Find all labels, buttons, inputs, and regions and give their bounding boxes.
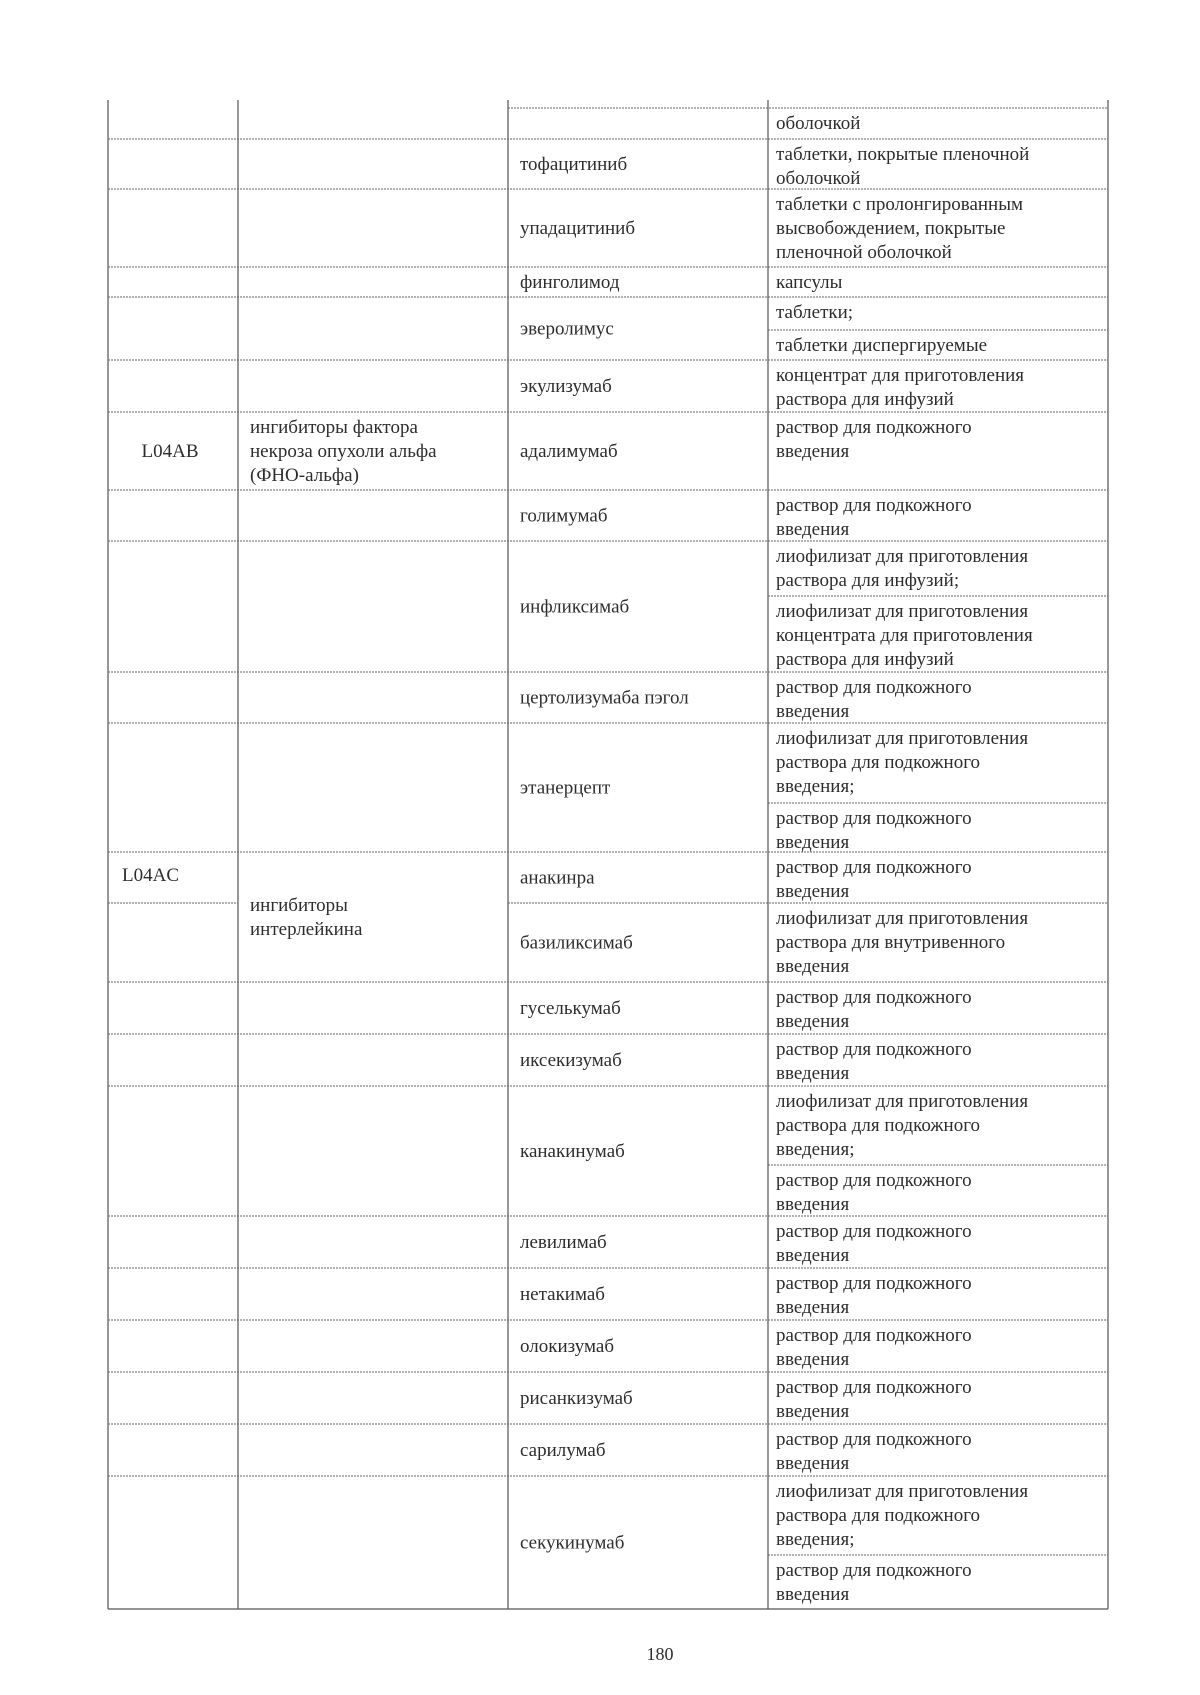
page-number: 180 (646, 1644, 674, 1664)
group-name: интерлейкина (250, 919, 363, 940)
drug-name: базиликсимаб (520, 932, 633, 954)
dosage-form: раствор для подкожного (776, 1170, 972, 1191)
dosage-form: введения (776, 1453, 850, 1474)
dosage-form: раствора для инфузий; (776, 570, 960, 591)
drug-name: адалимумаб (520, 441, 618, 462)
dosage-form: лиофилизат для приготовления (776, 1091, 1029, 1112)
dosage-form: введения (776, 1401, 850, 1422)
dosage-form: раствор для подкожного (776, 1429, 972, 1450)
dosage-form: введения (776, 956, 850, 977)
dosage-form: капсулы (776, 272, 843, 293)
drug-name: упадацитиниб (520, 218, 636, 239)
dosage-form: раствор для подкожного (776, 417, 972, 438)
drug-name: левилимаб (520, 1232, 607, 1253)
dosage-form: раствора для инфузий (776, 389, 954, 410)
dosage-form: раствора для подкожного (776, 1505, 981, 1526)
dosage-form: концентрат для приготовления (776, 365, 1025, 386)
dosage-form: оболочкой (776, 168, 861, 189)
dosage-form: раствор для подкожного (776, 808, 972, 829)
drug-name: иксекизумаб (520, 1050, 622, 1071)
drug-name: цертолизумаба пэгол (520, 687, 689, 709)
drug-name: секукинумаб (520, 1532, 625, 1554)
dosage-form: введения; (776, 776, 855, 797)
dosage-form: раствора для подкожного (776, 1115, 981, 1136)
dosage-form: лиофилизат для приготовления (776, 728, 1029, 749)
drug-name: финголимод (520, 272, 620, 293)
dosage-form: лиофилизат для приготовления (776, 908, 1029, 929)
dosage-form: раствор для подкожного (776, 1377, 972, 1398)
dosage-form: введения; (776, 1529, 855, 1550)
drug-name: сарилумаб (520, 1440, 606, 1461)
drug-name: эверолимус (520, 318, 614, 340)
dosage-form: раствора для внутривенного (776, 932, 1006, 953)
dosage-form: оболочкой (776, 113, 861, 134)
drug-name: гуселькумаб (520, 998, 621, 1019)
dosage-form: введения (776, 1063, 850, 1084)
dosage-form: таблетки, покрытые пленочной (776, 144, 1030, 165)
drug-name: анакинра (520, 867, 595, 889)
group-name: ингибиторы фактора (250, 417, 418, 438)
drug-name: голимумаб (520, 505, 608, 527)
drug-name: олокизумаб (520, 1336, 614, 1357)
dosage-form: таблетки; (776, 302, 854, 323)
drug-name: тофацитиниб (520, 154, 628, 175)
table-cells (122, 113, 1033, 1605)
dosage-form: введения; (776, 1139, 855, 1160)
dosage-form: раствор для подкожного (776, 857, 972, 878)
dosage-form: раствора для инфузий (776, 649, 954, 670)
dosage-form: раствор для подкожного (776, 1273, 972, 1294)
dosage-form: раствор для подкожного (776, 1221, 972, 1242)
dosage-form: раствор для подкожного (776, 1039, 972, 1060)
dosage-form: введения (776, 1011, 850, 1032)
dosage-form: введения (776, 832, 850, 853)
atc-code: L04AB (141, 441, 199, 462)
dosage-form: лиофилизат для приготовления (776, 546, 1029, 567)
group-name: (ФНО-альфа) (250, 465, 359, 486)
dosage-form: концентрата для приготовления (776, 625, 1033, 646)
dosage-form: введения (776, 1194, 850, 1215)
dosage-form: раствор для подкожного (776, 1325, 972, 1346)
group-name: ингибиторы (250, 895, 348, 916)
dosage-form: высвобождением, покрытые (776, 218, 1006, 239)
drug-name: нетакимаб (520, 1284, 605, 1305)
drug-name: экулизумаб (520, 376, 612, 397)
dosage-form: лиофилизат для приготовления (776, 601, 1029, 622)
dosage-form: таблетки с пролонгированным (776, 194, 1024, 215)
drug-name: рисанкизумаб (520, 1388, 633, 1409)
dosage-form: раствор для подкожного (776, 495, 972, 516)
dosage-form: введения (776, 1349, 850, 1370)
dosage-form: введения (776, 1245, 850, 1266)
dosage-form: пленочной оболочкой (776, 242, 952, 263)
dosage-form: раствора для подкожного (776, 752, 981, 773)
dosage-form: таблетки диспергируемые (776, 335, 988, 356)
dosage-form: раствор для подкожного (776, 1560, 972, 1581)
dosage-form: раствор для подкожного (776, 677, 972, 698)
dosage-form: лиофилизат для приготовления (776, 1481, 1029, 1502)
dosage-form: введения (776, 519, 850, 540)
dosage-form: введения (776, 881, 850, 902)
atc-code: L04AC (122, 865, 179, 886)
drug-name: канакинумаб (520, 1141, 625, 1162)
group-name: некроза опухоли альфа (250, 441, 437, 462)
dosage-form: введения (776, 1584, 850, 1605)
dosage-form: введения (776, 1297, 850, 1318)
dosage-form: раствор для подкожного (776, 987, 972, 1008)
drug-name: этанерцепт (520, 777, 611, 799)
dosage-form: введения (776, 701, 850, 722)
dosage-form: введения (776, 441, 850, 462)
drug-name: инфликсимаб (520, 596, 630, 618)
